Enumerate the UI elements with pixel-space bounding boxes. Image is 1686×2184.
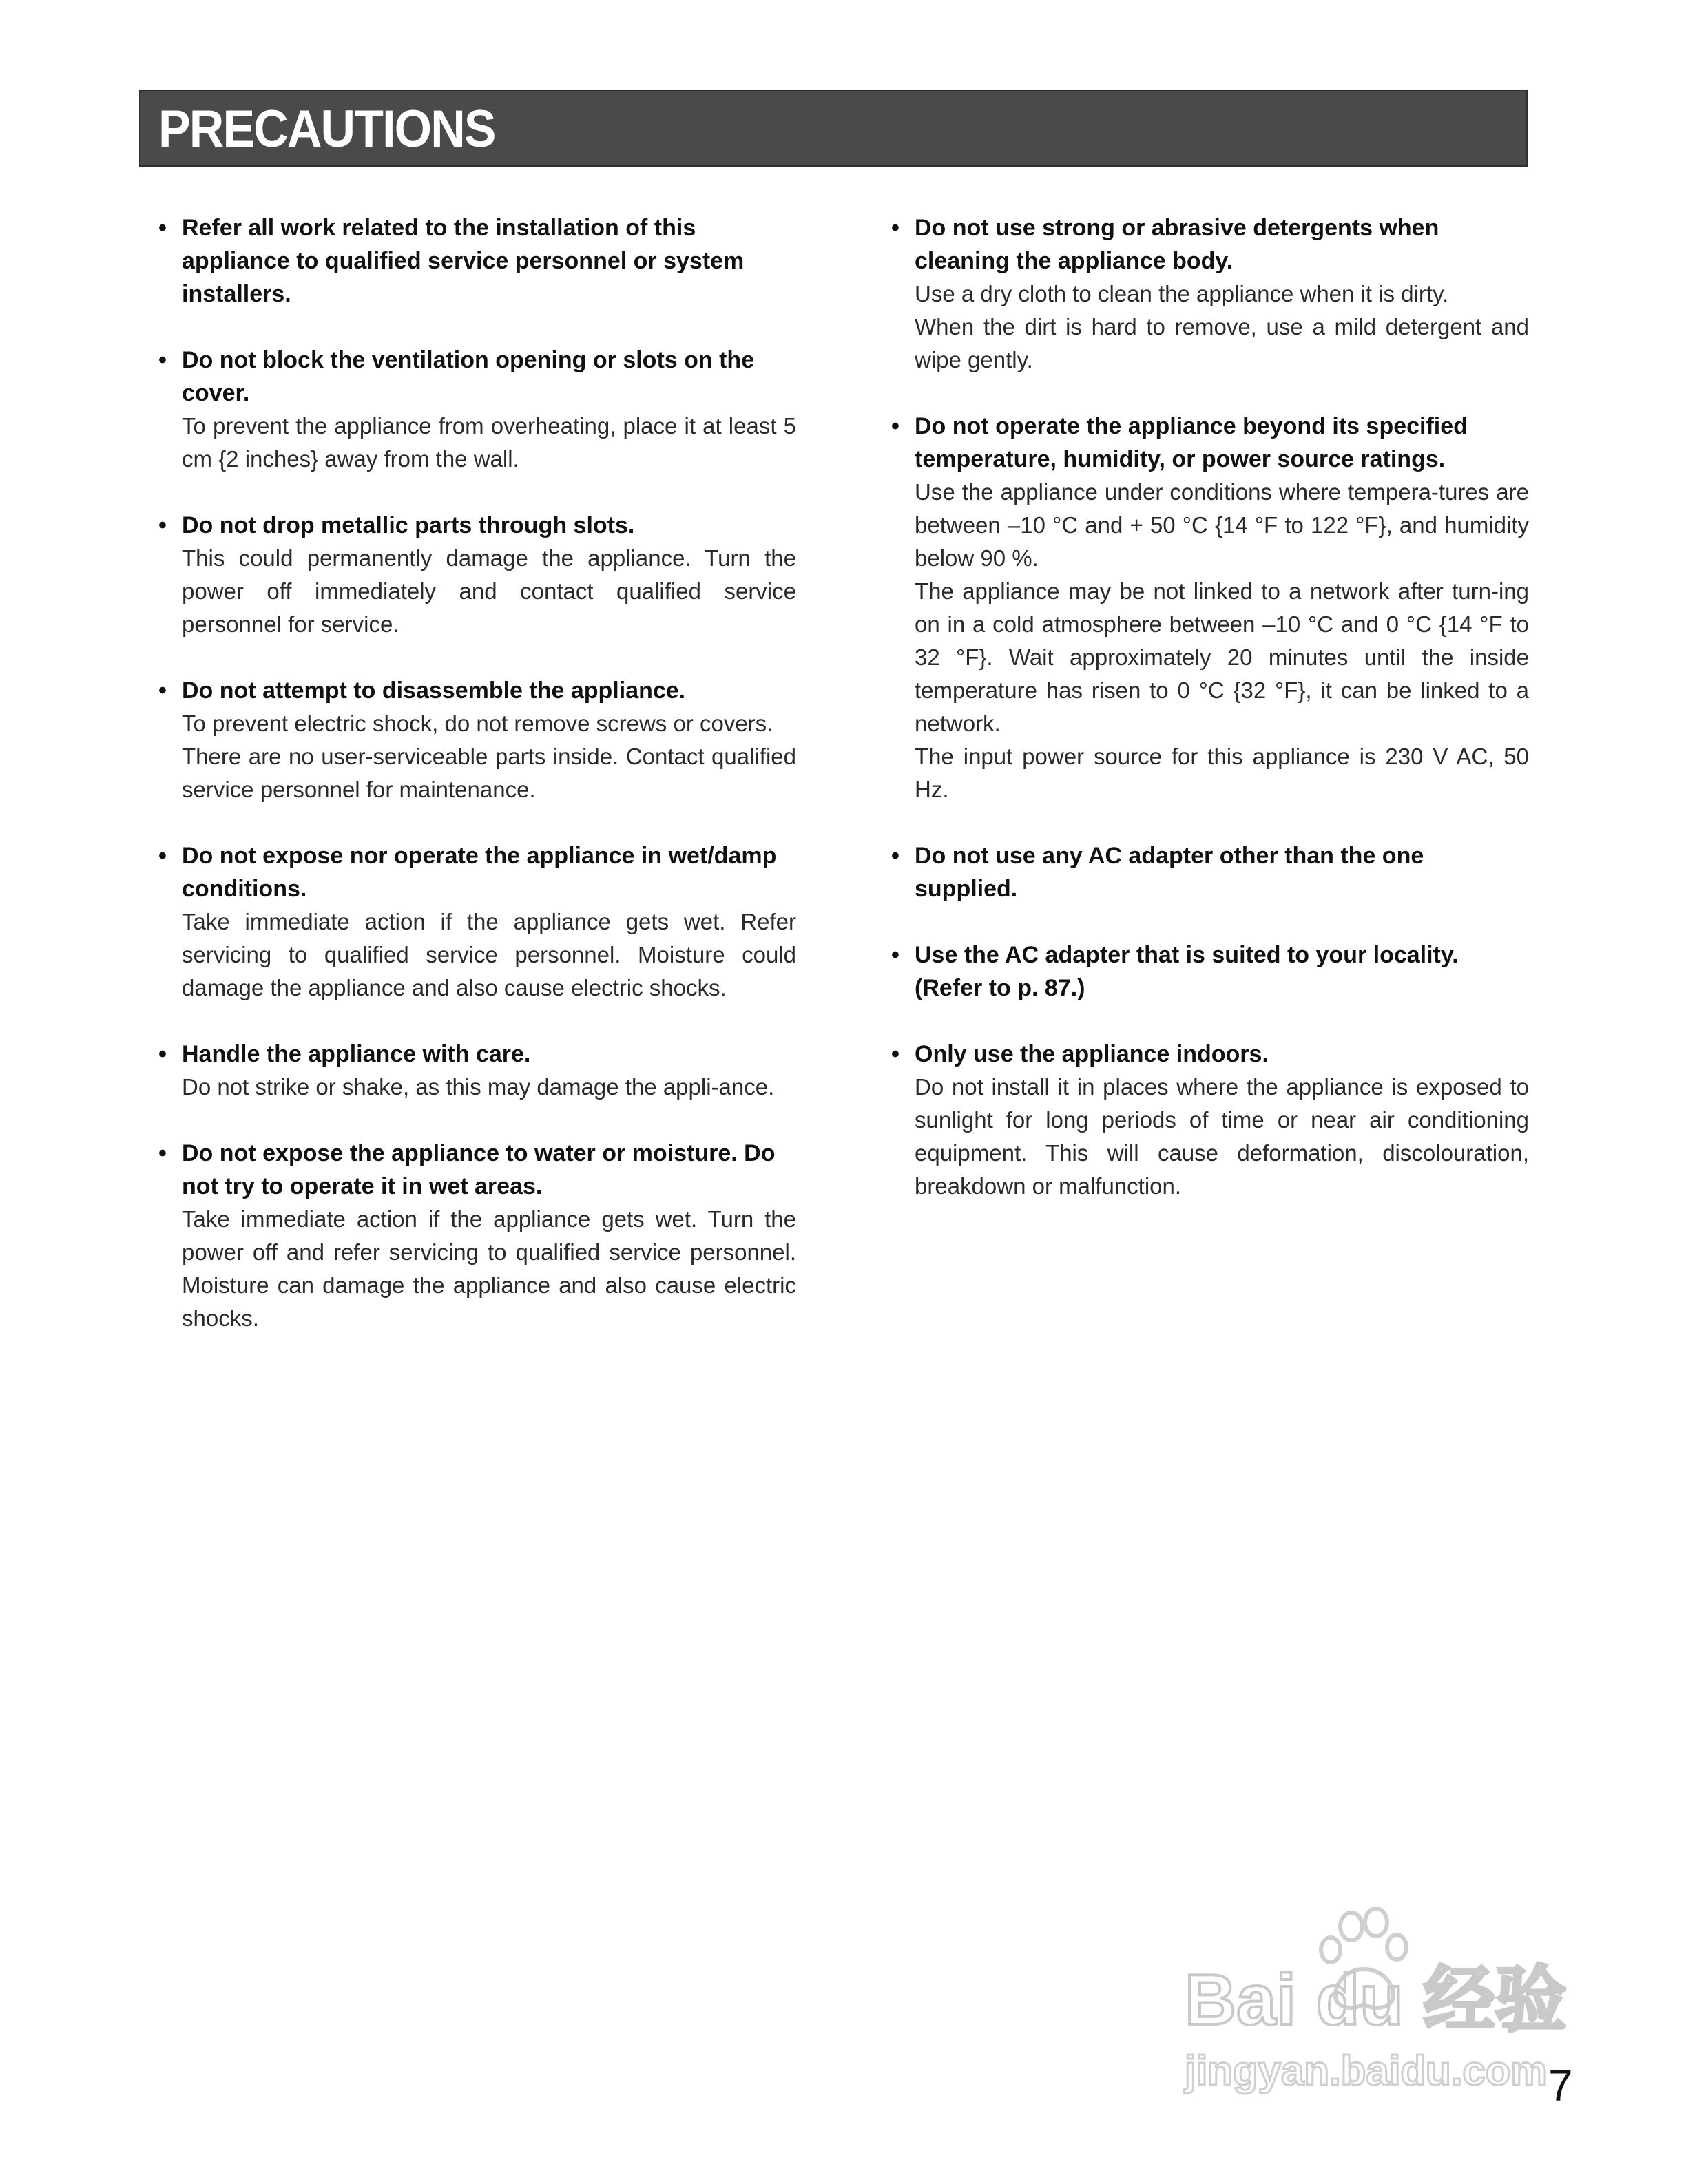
bullet-dot-icon: • xyxy=(891,215,899,241)
bullet-dot-icon: • xyxy=(158,512,167,538)
precaution-body: The appliance may be not linked to a network after turn-ing on in a cold atmosphere between –10 °C and 0 °C {14 °F to 32 °F}. Wait approximately 20 minutes until the inside temperature has risen to 0 °C {32 °F}, it can be linked to a network. xyxy=(915,578,1529,736)
bullet-dot-icon: • xyxy=(891,843,899,869)
precaution-item xyxy=(158,674,796,806)
precaution-heading: Do not use any AC adapter other than the one supplied. xyxy=(915,843,1424,902)
precaution-heading: Do not operate the appliance beyond its specified temperature, humidity, or power source ratings. xyxy=(915,413,1468,472)
precaution-body: The input power source for this appliance is 230 V AC, 50 Hz. xyxy=(915,744,1529,802)
precaution-item xyxy=(158,1137,796,1335)
section-title-bar xyxy=(139,90,1528,167)
precaution-heading: Do not expose nor operate the appliance in wet/damp conditions. xyxy=(182,843,777,902)
precaution-item xyxy=(891,938,1529,1005)
bullet-dot-icon: • xyxy=(158,678,167,704)
watermark-url-text: jingyan.baidu.com xyxy=(1185,2048,1548,2094)
precaution-body: Use a dry cloth to clean the appliance when it is dirty. xyxy=(915,281,1449,306)
bullet-dot-icon: • xyxy=(158,1041,167,1067)
precaution-item xyxy=(158,839,796,1005)
precaution-item xyxy=(158,1038,796,1104)
precaution-heading: Do not use strong or abrasive detergents when cleaning the appliance body. xyxy=(915,215,1439,274)
precaution-heading: Refer all work related to the installation of this appliance to qualified service personnel or system installers. xyxy=(182,215,745,307)
precaution-item xyxy=(891,1038,1529,1203)
precaution-body: Take immediate action if the appliance gets wet. Turn the power off and refer servicing to qualified service personnel. Moisture can damage the appliance and also cause electric shocks. xyxy=(182,1206,796,1331)
precaution-item xyxy=(158,509,796,641)
bullet-dot-icon: • xyxy=(158,843,167,869)
precaution-heading: Use the AC adapter that is suited to your locality. (Refer to p. 87.) xyxy=(915,942,1459,1001)
precaution-heading: Do not expose the appliance to water or moisture. Do not try to operate it in wet areas. xyxy=(182,1140,776,1199)
precaution-heading: Do not attempt to disassemble the appliance. xyxy=(182,678,686,704)
page-title: PRECAUTIONS xyxy=(158,100,495,158)
precaution-item xyxy=(891,211,1529,377)
precaution-heading: Do not block the ventilation opening or slots on the cover. xyxy=(182,347,755,406)
precaution-body: Do not install it in places where the appliance is exposed to sunlight for long periods of time or near air conditioning equipment. This will cause deformation, discolouration, breakdown or malfunction. xyxy=(915,1074,1529,1199)
bullet-dot-icon: • xyxy=(158,215,167,241)
bullet-dot-icon: • xyxy=(891,1041,899,1067)
baidu-jingyan-watermark xyxy=(1171,1907,1570,2100)
precaution-body: There are no user-serviceable parts inside. Contact qualified service personnel for maintenance. xyxy=(182,744,796,802)
precaution-item xyxy=(158,211,796,311)
precaution-body: When the dirt is hard to remove, use a mild detergent and wipe gently. xyxy=(915,314,1529,372)
precaution-heading: Do not drop metallic parts through slots. xyxy=(182,512,635,538)
precaution-body: Take immediate action if the appliance gets wet. Refer servicing to qualified service personnel. Moisture could damage the appliance and also cause electric shocks. xyxy=(182,909,796,1000)
left-column xyxy=(158,211,796,1368)
precaution-body: Use the appliance under conditions where tempera-tures are between –10 °C and + 50 °C {14 °F to 122 °F}, and humidity below 90 %. xyxy=(915,479,1529,571)
precaution-body: Do not strike or shake, as this may damage the appli-ance. xyxy=(182,1074,775,1100)
watermark-logo-text: Bai du 经验 xyxy=(1185,1960,1567,2040)
right-column xyxy=(891,211,1529,1236)
bullet-dot-icon: • xyxy=(158,1140,167,1166)
precaution-heading: Only use the appliance indoors. xyxy=(915,1041,1269,1067)
page-number: 7 xyxy=(1548,2061,1573,2110)
bullet-dot-icon: • xyxy=(891,942,899,968)
precaution-body: To prevent the appliance from overheating, place it at least 5 cm {2 inches} away from the wall. xyxy=(182,413,796,472)
precaution-body: To prevent electric shock, do not remove screws or covers. xyxy=(182,711,773,736)
precaution-item xyxy=(891,410,1529,806)
bullet-dot-icon: • xyxy=(891,413,899,439)
precaution-item xyxy=(158,344,796,476)
precaution-body: This could permanently damage the appliance. Turn the power off immediately and contact qualified service personnel for service. xyxy=(182,545,796,637)
precaution-heading: Handle the appliance with care. xyxy=(182,1041,531,1067)
bullet-dot-icon: • xyxy=(158,347,167,373)
precaution-item xyxy=(891,839,1529,905)
